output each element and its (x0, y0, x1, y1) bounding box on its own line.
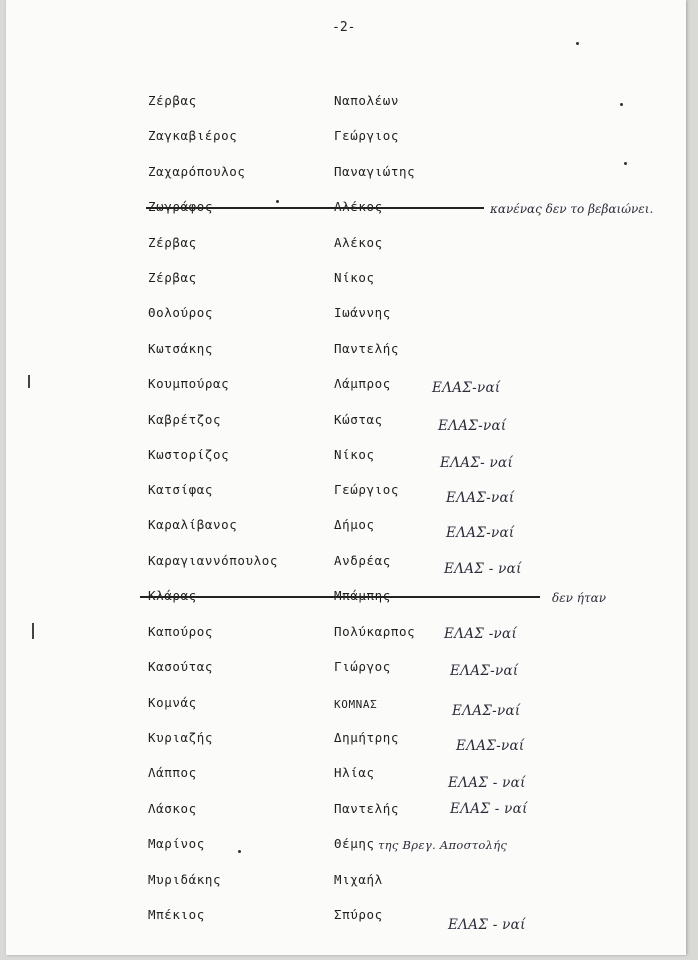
surname: Θολούρος (148, 305, 214, 320)
given-name: Δήμος (334, 517, 375, 532)
surname: Κομνάς (148, 695, 197, 710)
list-row (6, 93, 686, 115)
given-name: Γιώργος (334, 659, 391, 674)
margin-mark (32, 623, 34, 639)
given-name: Νίκος (334, 447, 375, 462)
handwritten-note: ΕΛΑΣ- ναί (440, 455, 514, 471)
surname: Κωστορίζος (148, 447, 230, 462)
handwritten-note: ΕΛΑΣ -ναί (444, 626, 518, 642)
list-row (6, 305, 686, 327)
handwritten-note: ΕΛΑΣ - ναί (444, 561, 522, 577)
handwritten-note: ΕΛΑΣ - ναί (448, 917, 526, 933)
given-name: Ναπολέων (334, 93, 400, 108)
list-row (6, 199, 686, 221)
list-row (6, 270, 686, 292)
list-row (6, 447, 686, 469)
list-row (6, 730, 686, 752)
list-row (6, 341, 686, 363)
given-name: Γεώργιος (334, 128, 400, 143)
given-name: Δημήτρης (334, 730, 400, 745)
margin-mark (28, 375, 30, 388)
given-name: Παναγιώτης (334, 164, 416, 179)
given-name: ΚΟΜΝΑΣ (334, 698, 378, 711)
list-row (6, 907, 686, 933)
surname: Καπούρος (148, 624, 214, 639)
list-row (6, 765, 686, 791)
surname: Καραλίβανος (148, 517, 238, 532)
surname: Μπέκιος (148, 907, 205, 922)
surname: Μυριδάκης (148, 872, 222, 887)
list-row (6, 588, 686, 610)
given-name: Αλέκος (334, 235, 383, 250)
handwritten-note: ΕΛΑΣ - ναί (450, 801, 528, 817)
list-row (6, 482, 686, 504)
list-row (6, 659, 686, 681)
given-name: Θέμης (334, 836, 375, 851)
marginal-note: κανένας δεν το βεβαιώνει. (490, 202, 654, 216)
strikethrough-line (140, 596, 540, 598)
surname: Ζέρβας (148, 270, 197, 285)
given-name: Κώστας (334, 412, 383, 427)
surname: Λάσκος (148, 801, 197, 816)
surname: Μαρίνος (148, 836, 205, 851)
list-row (6, 128, 686, 150)
list-row (6, 872, 686, 894)
list-row (6, 836, 686, 858)
surname: Κυριαζής (148, 730, 214, 745)
given-name: Ανδρέας (334, 553, 391, 568)
surname: Κουμπούρας (148, 376, 230, 391)
surname: Καραγιαννόπουλος (148, 553, 279, 568)
page-number: -2- (332, 20, 356, 35)
given-name: Ιωάννης (334, 305, 391, 320)
surname: Καβρέτζος (148, 412, 222, 427)
list-row (6, 695, 686, 717)
list-row (6, 624, 686, 646)
surname: Κασούτας (148, 659, 214, 674)
given-name: Μιχαήλ (334, 872, 383, 887)
given-name: Παντελής (334, 801, 400, 816)
document-page (6, 0, 686, 955)
list-row (6, 801, 686, 823)
given-name: Ηλίας (334, 765, 375, 780)
strikethrough-line (146, 207, 484, 209)
surname: Ζαγκαβιέρος (148, 128, 238, 143)
list-row (6, 376, 686, 398)
list-row (6, 412, 686, 434)
given-name: Γεώργιος (334, 482, 400, 497)
given-name: Νίκος (334, 270, 375, 285)
handwritten-note: της Βρεγ. Αποστολής (378, 838, 508, 852)
paper-speck (238, 850, 241, 853)
handwritten-note: ΕΛΑΣ-ναί (450, 663, 519, 679)
paper-speck (576, 42, 579, 45)
handwritten-note: ΕΛΑΣ-ναί (432, 380, 501, 396)
handwritten-note: ΕΛΑΣ - ναί (448, 775, 526, 791)
handwritten-note: ΕΛΑΣ-ναί (456, 738, 525, 754)
paper-speck (624, 162, 627, 165)
marginal-note: δεν ήταν (552, 591, 606, 605)
surname: Ζέρβας (148, 93, 197, 108)
given-name: Πολύκαρπος (334, 624, 416, 639)
list-row (6, 517, 686, 539)
list-row (6, 235, 686, 257)
handwritten-note: ΕΛΑΣ-ναί (452, 703, 521, 719)
list-row (6, 164, 686, 186)
handwritten-note: ΕΛΑΣ-ναί (438, 418, 507, 434)
surname: Ζέρβας (148, 235, 197, 250)
paper-speck (276, 200, 279, 203)
surname: Ζαχαρόπουλος (148, 164, 246, 179)
handwritten-note: ΕΛΑΣ-ναί (446, 490, 515, 506)
handwritten-note: ΕΛΑΣ-ναί (446, 525, 515, 541)
paper-speck (620, 103, 623, 106)
given-name: Σπύρος (334, 907, 383, 922)
given-name: Παντελής (334, 341, 400, 356)
surname: Κατσίφας (148, 482, 214, 497)
given-name: Λάμπρος (334, 376, 391, 391)
list-row (6, 553, 686, 575)
surname: Λάππος (148, 765, 197, 780)
surname: Κωτσάκης (148, 341, 214, 356)
